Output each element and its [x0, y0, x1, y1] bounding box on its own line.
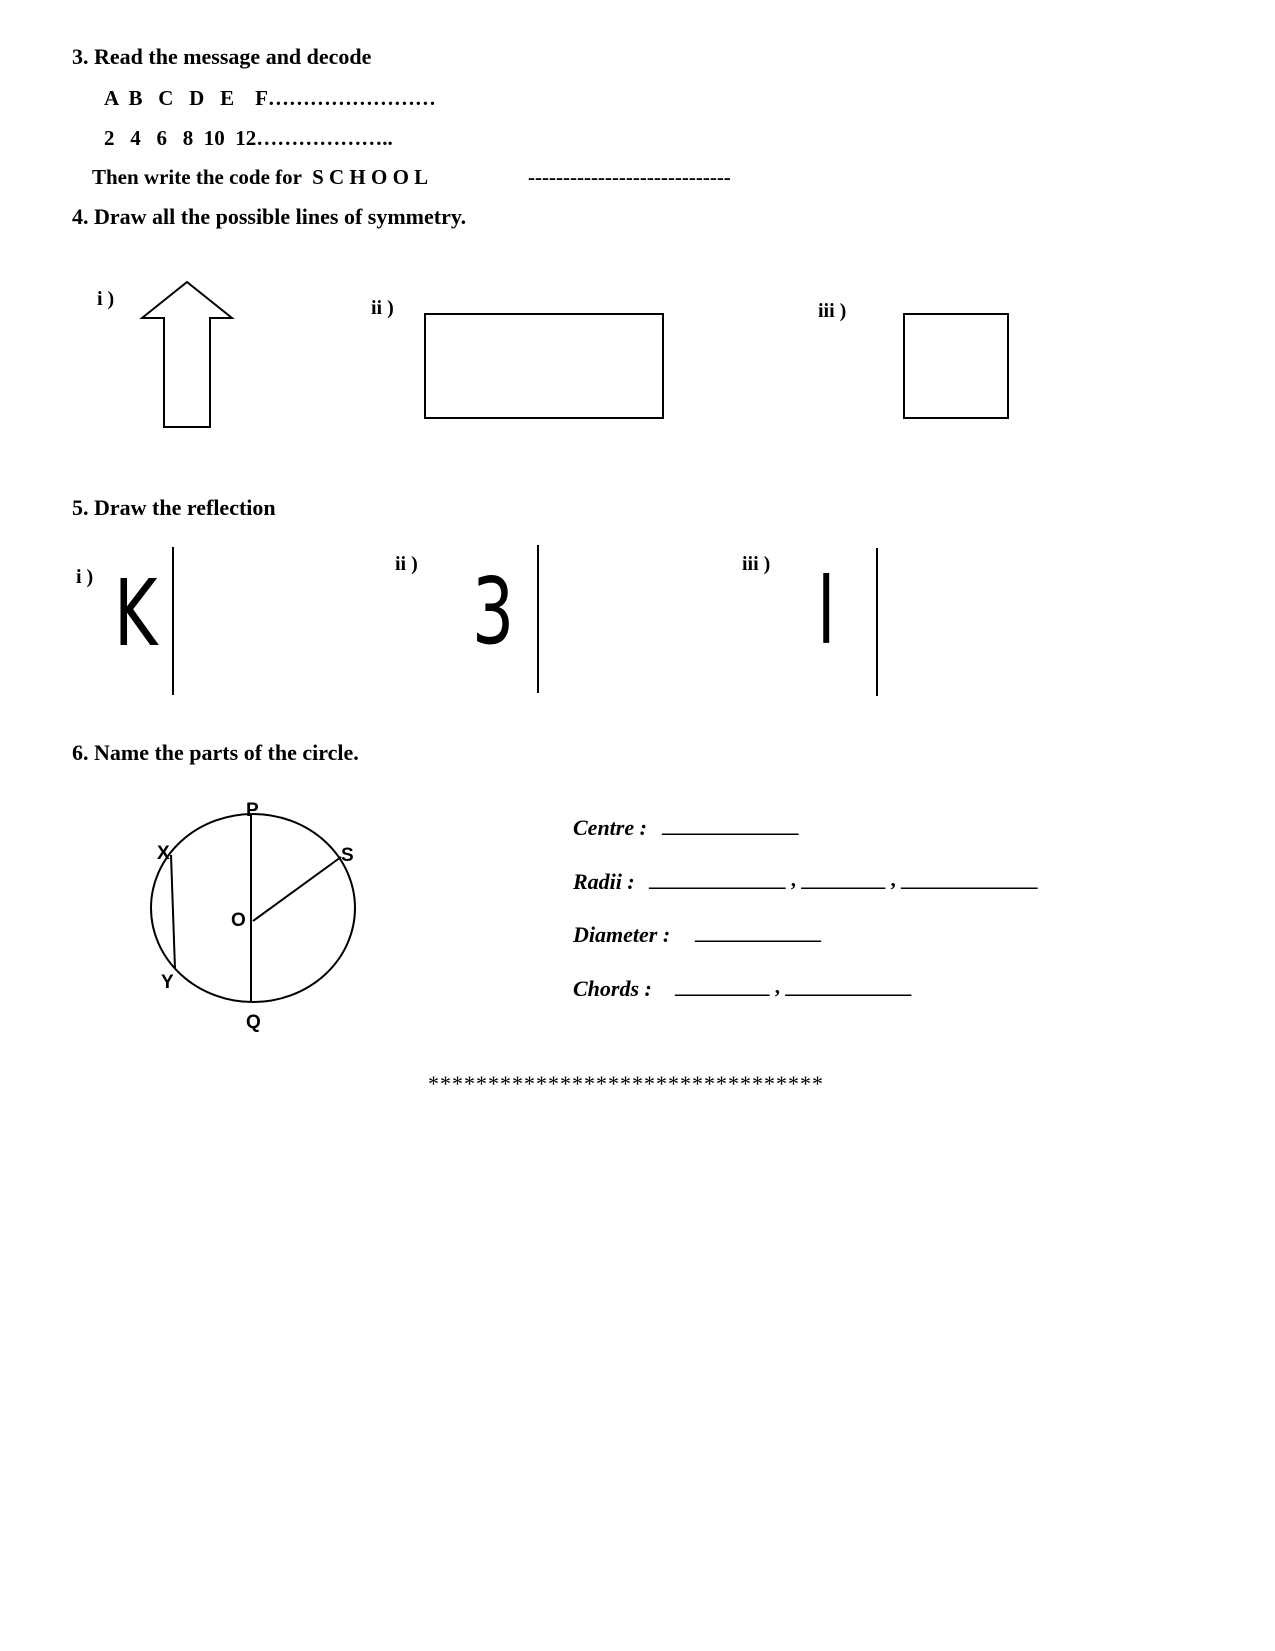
- q3-letters-row: A B C D E F……………………: [104, 86, 436, 110]
- point-y: Y: [161, 972, 174, 993]
- point-q: Q: [246, 1012, 261, 1033]
- q3-instruction: Then write the code for S C H O O L: [92, 165, 429, 189]
- mirror-line-1: [172, 547, 174, 695]
- mirror-line-3: [876, 548, 878, 696]
- centre-label: Centre :: [573, 815, 647, 840]
- glyph-3: 3: [472, 558, 515, 665]
- square-shape: [903, 313, 1011, 421]
- q5-title: 5. Draw the reflection: [72, 495, 276, 520]
- q5-label-i: i ): [76, 566, 94, 588]
- diameter-label: Diameter :: [573, 922, 671, 947]
- glyph-k: K: [114, 560, 158, 667]
- point-s: S: [341, 845, 354, 866]
- q4-title: 4. Draw all the possible lines of symmetry.: [72, 204, 467, 229]
- point-x: X: [157, 843, 170, 864]
- chords-blanks[interactable]: _________ , ____________: [675, 974, 912, 998]
- q3-title: 3. Read the message and decode: [72, 44, 372, 69]
- q5-label-iii: iii ): [742, 553, 771, 575]
- arrow-shape: [140, 280, 235, 430]
- radii-blanks[interactable]: _____________ , ________ , _____________: [649, 867, 1038, 891]
- q4-label-ii: ii ): [371, 297, 394, 319]
- rectangle-shape: [424, 313, 666, 421]
- q4-label-i: i ): [97, 288, 115, 310]
- radii-label: Radii :: [573, 869, 635, 894]
- mirror-line-2: [537, 545, 539, 693]
- glyph-l: l: [817, 558, 836, 665]
- q3-numbers-row: 2 4 6 8 10 12………………..: [104, 126, 393, 150]
- q5-label-ii: ii ): [395, 553, 418, 575]
- footer-stars: *********************************: [428, 1071, 824, 1096]
- q6-title: 6. Name the parts of the circle.: [72, 740, 359, 765]
- circle-diagram: [140, 795, 380, 1035]
- point-p: P: [246, 800, 259, 821]
- point-o: O: [231, 910, 246, 931]
- centre-blank[interactable]: _____________: [662, 813, 799, 837]
- chords-label: Chords :: [573, 976, 652, 1001]
- q4-label-iii: iii ): [818, 300, 847, 322]
- q3-answer-blank[interactable]: -----------------------------: [528, 165, 731, 189]
- diameter-blank[interactable]: ____________: [695, 920, 821, 944]
